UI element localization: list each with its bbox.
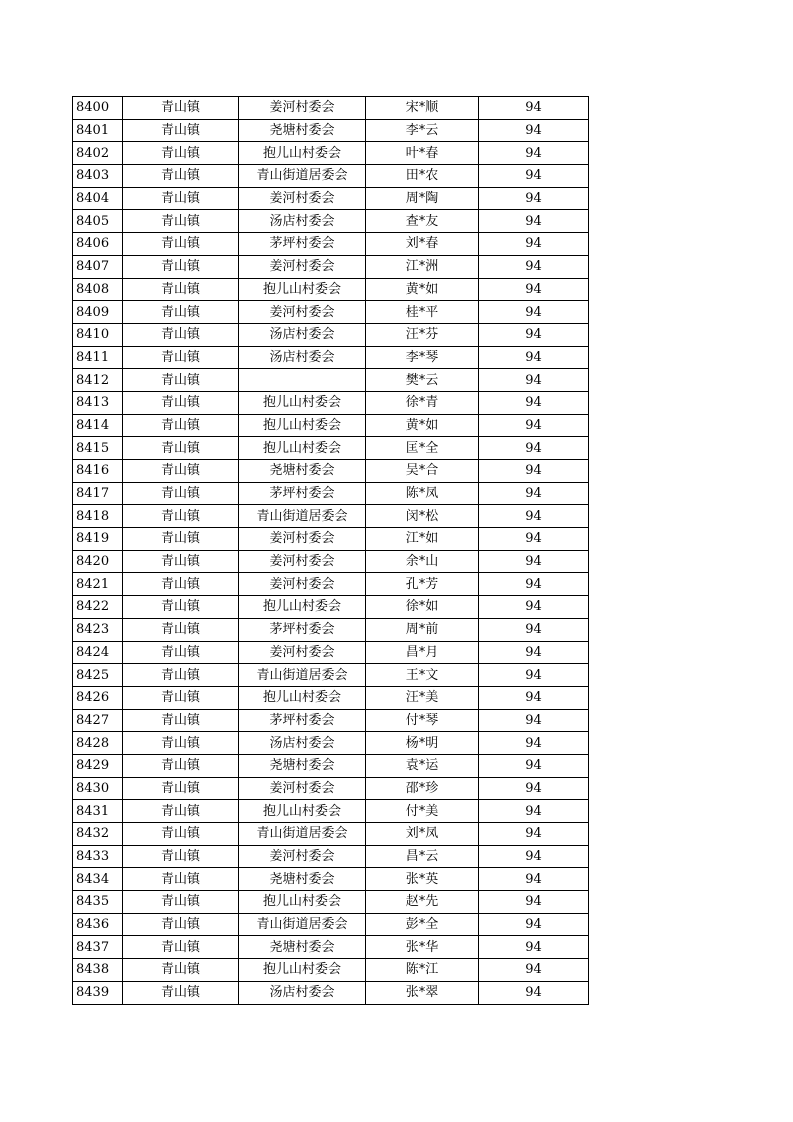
village-committee-cell: 汤店村委会	[239, 732, 366, 755]
town-cell: 青山镇	[123, 777, 239, 800]
row-number-cell: 8428	[73, 732, 123, 755]
score-cell: 94	[479, 142, 589, 165]
name-cell: 刘*凤	[366, 823, 479, 846]
name-cell: 王*文	[366, 664, 479, 687]
row-number-cell: 8435	[73, 891, 123, 914]
village-committee-cell: 抱儿山村委会	[239, 142, 366, 165]
score-cell: 94	[479, 278, 589, 301]
town-cell: 青山镇	[123, 709, 239, 732]
town-cell: 青山镇	[123, 981, 239, 1004]
row-number-cell: 8419	[73, 528, 123, 551]
village-committee-cell: 姜河村委会	[239, 550, 366, 573]
town-cell: 青山镇	[123, 119, 239, 142]
score-cell: 94	[479, 913, 589, 936]
table-row	[73, 187, 589, 210]
table-row	[73, 119, 589, 142]
name-cell: 张*华	[366, 936, 479, 959]
row-number-cell: 8434	[73, 868, 123, 891]
town-cell: 青山镇	[123, 301, 239, 324]
name-cell: 叶*春	[366, 142, 479, 165]
table-row	[73, 165, 589, 188]
score-cell: 94	[479, 414, 589, 437]
town-cell: 青山镇	[123, 369, 239, 392]
town-cell: 青山镇	[123, 891, 239, 914]
table-row	[73, 777, 589, 800]
score-cell: 94	[479, 505, 589, 528]
row-number-cell: 8401	[73, 119, 123, 142]
village-committee-cell: 茅坪村委会	[239, 709, 366, 732]
village-committee-cell: 汤店村委会	[239, 210, 366, 233]
row-number-cell: 8409	[73, 301, 123, 324]
town-cell: 青山镇	[123, 959, 239, 982]
name-cell: 彭*全	[366, 913, 479, 936]
name-cell: 吴*合	[366, 460, 479, 483]
table-row	[73, 959, 589, 982]
table-row	[73, 528, 589, 551]
town-cell: 青山镇	[123, 414, 239, 437]
village-committee-cell: 抱儿山村委会	[239, 800, 366, 823]
score-cell: 94	[479, 165, 589, 188]
name-cell: 周*前	[366, 618, 479, 641]
score-cell: 94	[479, 119, 589, 142]
row-number-cell: 8402	[73, 142, 123, 165]
town-cell: 青山镇	[123, 323, 239, 346]
score-cell: 94	[479, 641, 589, 664]
village-committee-cell: 抱儿山村委会	[239, 437, 366, 460]
village-committee-cell: 姜河村委会	[239, 187, 366, 210]
score-cell: 94	[479, 255, 589, 278]
table-row	[73, 346, 589, 369]
table-row	[73, 301, 589, 324]
row-number-cell: 8431	[73, 800, 123, 823]
village-committee-cell: 尧塘村委会	[239, 754, 366, 777]
name-cell: 田*农	[366, 165, 479, 188]
table-row	[73, 664, 589, 687]
village-committee-cell: 尧塘村委会	[239, 460, 366, 483]
row-number-cell: 8414	[73, 414, 123, 437]
town-cell: 青山镇	[123, 165, 239, 188]
name-cell: 李*琴	[366, 346, 479, 369]
row-number-cell: 8427	[73, 709, 123, 732]
score-cell: 94	[479, 210, 589, 233]
row-number-cell: 8424	[73, 641, 123, 664]
row-number-cell: 8436	[73, 913, 123, 936]
row-number-cell: 8438	[73, 959, 123, 982]
village-committee-cell: 抱儿山村委会	[239, 596, 366, 619]
village-committee-cell: 抱儿山村委会	[239, 686, 366, 709]
name-cell: 张*英	[366, 868, 479, 891]
village-committee-cell: 茅坪村委会	[239, 618, 366, 641]
table-row	[73, 596, 589, 619]
town-cell: 青山镇	[123, 845, 239, 868]
town-cell: 青山镇	[123, 255, 239, 278]
name-cell: 李*云	[366, 119, 479, 142]
table-row	[73, 255, 589, 278]
row-number-cell: 8416	[73, 460, 123, 483]
name-cell: 余*山	[366, 550, 479, 573]
score-cell: 94	[479, 823, 589, 846]
score-cell: 94	[479, 301, 589, 324]
row-number-cell: 8415	[73, 437, 123, 460]
table-row	[73, 323, 589, 346]
table-row	[73, 618, 589, 641]
town-cell: 青山镇	[123, 550, 239, 573]
name-cell: 汪*芬	[366, 323, 479, 346]
name-cell: 江*洲	[366, 255, 479, 278]
row-number-cell: 8433	[73, 845, 123, 868]
score-cell: 94	[479, 800, 589, 823]
table-row	[73, 686, 589, 709]
table-row	[73, 369, 589, 392]
name-cell: 汪*美	[366, 686, 479, 709]
name-cell: 宋*顺	[366, 97, 479, 120]
name-cell: 袁*运	[366, 754, 479, 777]
village-committee-cell: 姜河村委会	[239, 641, 366, 664]
score-cell: 94	[479, 686, 589, 709]
score-cell: 94	[479, 528, 589, 551]
score-cell: 94	[479, 754, 589, 777]
row-number-cell: 8437	[73, 936, 123, 959]
row-number-cell: 8407	[73, 255, 123, 278]
name-cell: 匡*全	[366, 437, 479, 460]
name-cell: 孔*芳	[366, 573, 479, 596]
name-cell: 昌*云	[366, 845, 479, 868]
town-cell: 青山镇	[123, 460, 239, 483]
score-cell: 94	[479, 391, 589, 414]
name-cell: 黄*如	[366, 414, 479, 437]
score-cell: 94	[479, 891, 589, 914]
row-number-cell: 8422	[73, 596, 123, 619]
score-cell: 94	[479, 618, 589, 641]
town-cell: 青山镇	[123, 210, 239, 233]
score-cell: 94	[479, 777, 589, 800]
name-cell: 昌*月	[366, 641, 479, 664]
score-cell: 94	[479, 460, 589, 483]
score-cell: 94	[479, 550, 589, 573]
village-committee-cell: 姜河村委会	[239, 301, 366, 324]
row-number-cell: 8408	[73, 278, 123, 301]
town-cell: 青山镇	[123, 800, 239, 823]
town-cell: 青山镇	[123, 618, 239, 641]
name-cell: 赵*先	[366, 891, 479, 914]
village-committee-cell: 青山街道居委会	[239, 913, 366, 936]
village-committee-cell: 抱儿山村委会	[239, 414, 366, 437]
town-cell: 青山镇	[123, 913, 239, 936]
table-row	[73, 573, 589, 596]
score-cell: 94	[479, 981, 589, 1004]
town-cell: 青山镇	[123, 346, 239, 369]
village-committee-cell: 青山街道居委会	[239, 505, 366, 528]
score-cell: 94	[479, 369, 589, 392]
village-committee-cell: 抱儿山村委会	[239, 959, 366, 982]
town-cell: 青山镇	[123, 596, 239, 619]
row-number-cell: 8411	[73, 346, 123, 369]
row-number-cell: 8400	[73, 97, 123, 120]
name-cell: 陈*江	[366, 959, 479, 982]
village-committee-cell: 姜河村委会	[239, 528, 366, 551]
name-cell: 徐*如	[366, 596, 479, 619]
row-number-cell: 8410	[73, 323, 123, 346]
name-cell: 付*美	[366, 800, 479, 823]
town-cell: 青山镇	[123, 187, 239, 210]
row-number-cell: 8406	[73, 233, 123, 256]
village-committee-cell: 汤店村委会	[239, 981, 366, 1004]
table-row	[73, 868, 589, 891]
row-number-cell: 8426	[73, 686, 123, 709]
village-committee-cell: 抱儿山村委会	[239, 891, 366, 914]
village-committee-cell: 姜河村委会	[239, 97, 366, 120]
town-cell: 青山镇	[123, 573, 239, 596]
data-table	[72, 96, 589, 1005]
table-row	[73, 97, 589, 120]
table-row	[73, 505, 589, 528]
name-cell: 徐*青	[366, 391, 479, 414]
row-number-cell: 8430	[73, 777, 123, 800]
score-cell: 94	[479, 664, 589, 687]
name-cell: 黄*如	[366, 278, 479, 301]
score-cell: 94	[479, 573, 589, 596]
village-committee-cell: 抱儿山村委会	[239, 278, 366, 301]
table-row	[73, 891, 589, 914]
table-row	[73, 754, 589, 777]
table-body	[73, 97, 589, 1005]
row-number-cell: 8429	[73, 754, 123, 777]
row-number-cell: 8439	[73, 981, 123, 1004]
town-cell: 青山镇	[123, 142, 239, 165]
town-cell: 青山镇	[123, 391, 239, 414]
village-committee-cell: 青山街道居委会	[239, 664, 366, 687]
score-cell: 94	[479, 346, 589, 369]
village-committee-cell: 汤店村委会	[239, 346, 366, 369]
name-cell: 张*翠	[366, 981, 479, 1004]
table-row	[73, 414, 589, 437]
name-cell: 杨*明	[366, 732, 479, 755]
town-cell: 青山镇	[123, 278, 239, 301]
row-number-cell: 8405	[73, 210, 123, 233]
table-row	[73, 482, 589, 505]
name-cell: 邵*珍	[366, 777, 479, 800]
village-committee-cell: 抱儿山村委会	[239, 391, 366, 414]
village-committee-cell: 姜河村委会	[239, 255, 366, 278]
row-number-cell: 8403	[73, 165, 123, 188]
table-row	[73, 936, 589, 959]
row-number-cell: 8404	[73, 187, 123, 210]
table-row	[73, 823, 589, 846]
table-row	[73, 278, 589, 301]
town-cell: 青山镇	[123, 868, 239, 891]
town-cell: 青山镇	[123, 641, 239, 664]
table-row	[73, 732, 589, 755]
table-row	[73, 460, 589, 483]
score-cell: 94	[479, 709, 589, 732]
village-committee-cell: 青山街道居委会	[239, 823, 366, 846]
score-cell: 94	[479, 437, 589, 460]
town-cell: 青山镇	[123, 664, 239, 687]
score-cell: 94	[479, 596, 589, 619]
table-row	[73, 233, 589, 256]
table-row	[73, 845, 589, 868]
town-cell: 青山镇	[123, 482, 239, 505]
village-committee-cell: 尧塘村委会	[239, 936, 366, 959]
name-cell: 周*陶	[366, 187, 479, 210]
table-row	[73, 913, 589, 936]
row-number-cell: 8413	[73, 391, 123, 414]
town-cell: 青山镇	[123, 823, 239, 846]
name-cell: 陈*凤	[366, 482, 479, 505]
table-row	[73, 709, 589, 732]
row-number-cell: 8420	[73, 550, 123, 573]
table-row	[73, 437, 589, 460]
name-cell: 桂*平	[366, 301, 479, 324]
row-number-cell: 8425	[73, 664, 123, 687]
name-cell: 江*如	[366, 528, 479, 551]
village-committee-cell	[239, 369, 366, 392]
town-cell: 青山镇	[123, 528, 239, 551]
village-committee-cell: 茅坪村委会	[239, 482, 366, 505]
village-committee-cell: 青山街道居委会	[239, 165, 366, 188]
village-committee-cell: 姜河村委会	[239, 777, 366, 800]
name-cell: 刘*春	[366, 233, 479, 256]
name-cell: 付*琴	[366, 709, 479, 732]
name-cell: 樊*云	[366, 369, 479, 392]
score-cell: 94	[479, 959, 589, 982]
town-cell: 青山镇	[123, 732, 239, 755]
score-cell: 94	[479, 868, 589, 891]
table-row	[73, 550, 589, 573]
village-committee-cell: 汤店村委会	[239, 323, 366, 346]
name-cell: 闵*松	[366, 505, 479, 528]
score-cell: 94	[479, 233, 589, 256]
row-number-cell: 8421	[73, 573, 123, 596]
table-row	[73, 800, 589, 823]
table-row	[73, 210, 589, 233]
score-cell: 94	[479, 936, 589, 959]
score-cell: 94	[479, 323, 589, 346]
town-cell: 青山镇	[123, 97, 239, 120]
score-cell: 94	[479, 845, 589, 868]
village-committee-cell: 姜河村委会	[239, 573, 366, 596]
row-number-cell: 8432	[73, 823, 123, 846]
town-cell: 青山镇	[123, 233, 239, 256]
town-cell: 青山镇	[123, 936, 239, 959]
village-committee-cell: 尧塘村委会	[239, 868, 366, 891]
score-cell: 94	[479, 482, 589, 505]
town-cell: 青山镇	[123, 437, 239, 460]
name-cell: 查*友	[366, 210, 479, 233]
row-number-cell: 8418	[73, 505, 123, 528]
score-cell: 94	[479, 732, 589, 755]
village-committee-cell: 姜河村委会	[239, 845, 366, 868]
score-cell: 94	[479, 187, 589, 210]
table-row	[73, 142, 589, 165]
village-committee-cell: 尧塘村委会	[239, 119, 366, 142]
table-row	[73, 391, 589, 414]
town-cell: 青山镇	[123, 754, 239, 777]
row-number-cell: 8412	[73, 369, 123, 392]
village-committee-cell: 茅坪村委会	[239, 233, 366, 256]
row-number-cell: 8417	[73, 482, 123, 505]
score-cell: 94	[479, 97, 589, 120]
town-cell: 青山镇	[123, 505, 239, 528]
row-number-cell: 8423	[73, 618, 123, 641]
table-row	[73, 981, 589, 1004]
town-cell: 青山镇	[123, 686, 239, 709]
table-row	[73, 641, 589, 664]
